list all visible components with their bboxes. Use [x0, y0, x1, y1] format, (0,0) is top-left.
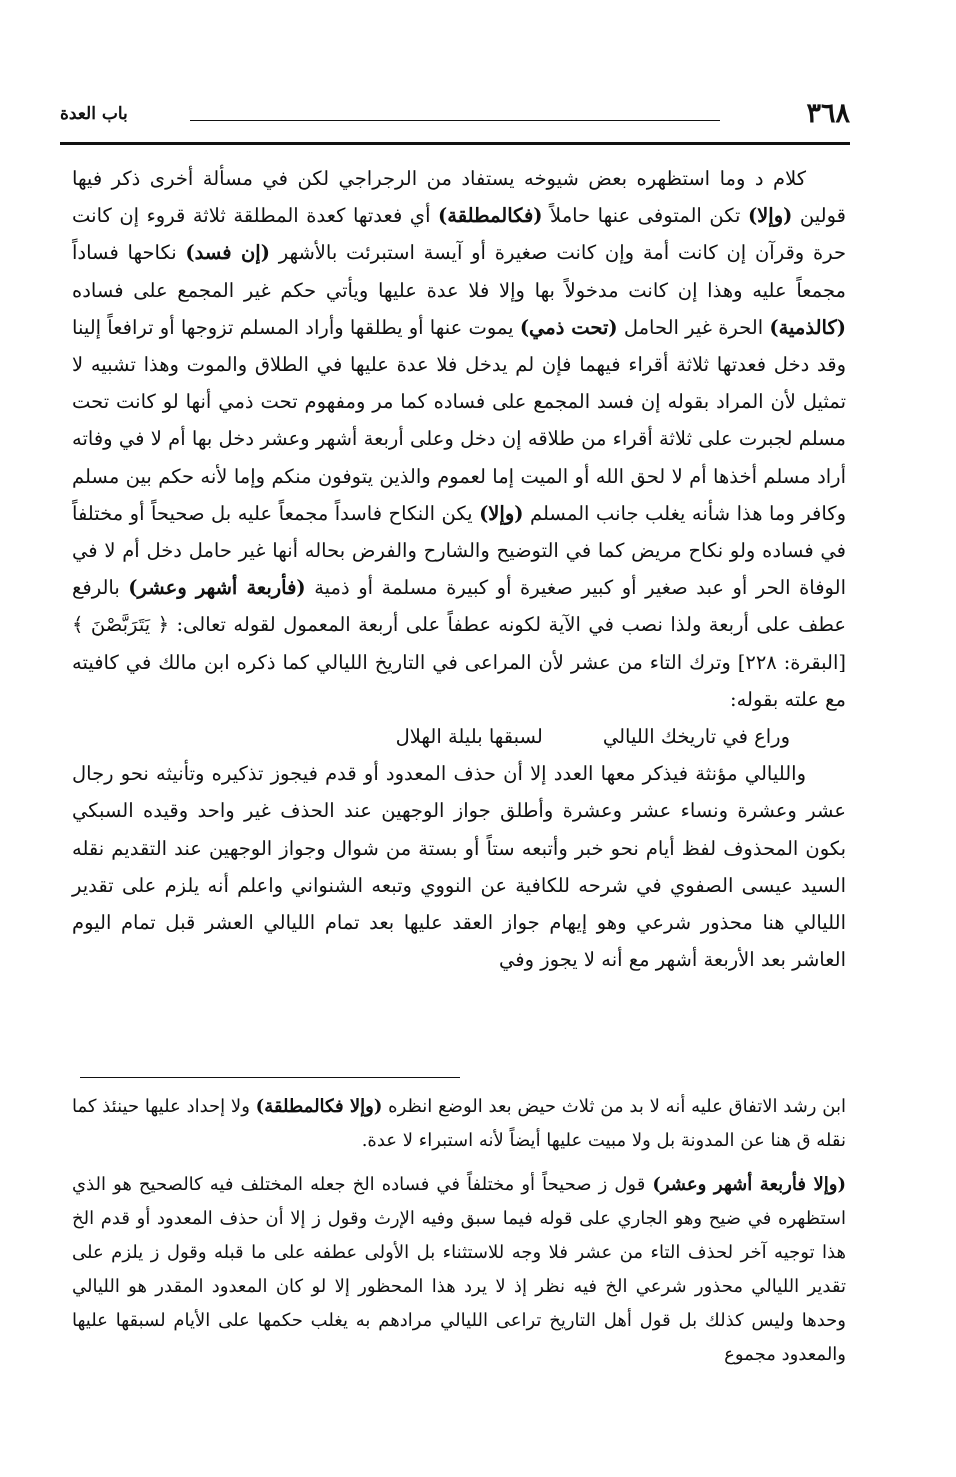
matn-term: (فكالمطلقة)	[438, 204, 543, 228]
matn-term: (تحت ذمي)	[519, 315, 618, 339]
poetry-verse	[72, 718, 846, 755]
matn-term: (إن فسد)	[185, 241, 270, 265]
paragraph-2: والليالي مؤنثة فيذكر معها العدد إلا أن حذف المعدود أو قدم فيجوز تذكيره وتأنيثه نحو رجال عشر وعشرة ونساء عشر وعشرة وأطلق جواز الوجهين عند الحذف غير واحد وقيده السبكي بكون المحذوف لفظ أيام نحو خبر وأتبعه ستاً أو بستة من شوال وجواز الوجهين عند التقديم نقله السيد عيسى الصفوي في شرحه للكافية عن النووي وتبعه الشنواني واعلم أنه يلزم على تقدير الليالي هنا محذور شرعي وهو إيهام جواز العقد عليها بعد تمام الليالي العشر قبل تمام اليوم العاشر بعد الأربعة أشهر مع أنه لا يجوز وفي	[72, 762, 846, 972]
matn-term: (فأربعة أشهر وعشر)	[128, 576, 306, 600]
text-run: أي فعدتها كعدة المطلقة ثلاثة قروء إن كانت حرة وقرآن إن كانت أمة وإن كانت صغيرة أو آيسة استبرئت بالأشهر	[72, 204, 847, 265]
text-run: ابن رشد الاتفاق عليه أنه لا بد من ثلاث حيض بعد الوضع انظره	[382, 1096, 846, 1117]
text-run: بالرفع عطف على أربعة ولذا نصب في الآية لكونه عطفاً على أربعة المعمول لقوله تعالى:	[72, 576, 846, 637]
footnotes	[72, 1090, 846, 1372]
text-run: يموت عنها أو يطلقها وأراد المسلم تزوجها أو ترافعاً إلينا وقد دخل فعدتها ثلاثة أقراء فيهما فإن لم يدخل فلا عدة عليها في الطلاق والموت وهذا تشبيه لا تمثيل لأن المراد بقوله إن فسد المجمع على فساده كما مر ومفهوم تحت ذمي أنها لو كانت تحت مسلم لجبرت على ثلاثة أقراء من طلاقه إن دخل وعلى أربعة أشهر وعشر دخل بها أم لا في وفاته أراد مسلم أخذها أم لا لحق الله أو الميت إما لعموم والذين يتوفون منكم وإما لأنه حكم بين مسلم وكافر وما هذا شأنه يغلب جانب المسلم	[72, 315, 847, 525]
matn-term: (وإلا)	[479, 501, 524, 525]
matn-term: (وإلا فأربعة أشهر وعشر)	[652, 1174, 846, 1195]
verse-hemistich-1: وراع في تاريخك الليالي	[602, 725, 790, 749]
text-run: ولا إحداد عليها حينئذ كما نقله ق هنا عن المدونة بل ولا مبيت عليها أيضاً لأنه استبراء لا عدة.	[72, 1096, 846, 1151]
page-header	[60, 96, 850, 145]
footnote-1	[72, 1090, 846, 1158]
page-number: ٣٦٨	[806, 98, 850, 129]
text-run: الحرة غير الحامل	[617, 315, 770, 339]
verse-hemistich-2: لسبقها بليلة الهلال	[395, 725, 543, 749]
paragraph-1	[72, 160, 846, 718]
footnote-separator	[80, 1077, 460, 1078]
footnote-2	[72, 1168, 846, 1372]
text-run: [البقرة: ٢٢٨] وترك التاء من عشر لأن المراعى في التاريخ الليالي كما ذكره ابن مالك في كافيته مع علته بقوله:	[72, 650, 846, 711]
header-rule	[190, 120, 720, 121]
quran-citation: ﴿ يَتَرَبَّصْنَ ﴾	[72, 613, 169, 637]
text-run: نكاحها فساداً مجمعاً عليه وهذا إن كانت مدخولاً بها وإلا فلا عدة عليها ويأتي حكم غير المجمع على فساده	[72, 241, 846, 302]
text-run: كلام د وما استظهره بعض شيوخه يستفاد من الرجراجي لكن في مسألة أخرى ذكر فيها قولين	[72, 167, 846, 228]
matn-term: (وإلا فكالمطلقة)	[255, 1096, 383, 1117]
text-run: قول ز صحيحاً أو مختلفاً في فساده الخ جعله المختلف فيه كالصحيح هو الذي استظهره في ضيح وهو الجاري على قوله فيما سبق وفيه الإرث وقول ز إلا أن حذف المعدود أو قدم الخ هذا توجيه آخر لحذف التاء من عشر فلا وجه للاستثناء بل الأولى عطفه على ما قبله وقول ز يلزم على تقدير الليالي محذور شرعي الخ فيه نظر إذ لا يرد هذا المحظور إلا لو كان المعدود المقدر هو الليالي وحدها وليس كذلك بل قول أهل التاريخ تراعى الليالي مرادهم به يغلب حكمها على الأيام لسبقها عليها والمعدود مجموع	[72, 1174, 846, 1365]
matn-term: (وإلا)	[747, 204, 793, 228]
text-run: يكن النكاح فاسداً مجمعاً عليه بل صحيحاً أو مختلفاً في فساده ولو نكاح مريض كما في التوضيح والشارح والفرض بحاله أنها غير حامل دخل أم لا في الوفاة الحر أو عبد صغير أو كبير صغيرة أو كبيرة مسلمة أو ذمية	[72, 501, 846, 600]
chapter-title: باب العدة	[60, 104, 128, 124]
matn-term: (كالذمية)	[769, 315, 846, 339]
main-text	[72, 160, 846, 978]
text-run: تكن المتوفى عنها حاملاً	[542, 204, 748, 228]
